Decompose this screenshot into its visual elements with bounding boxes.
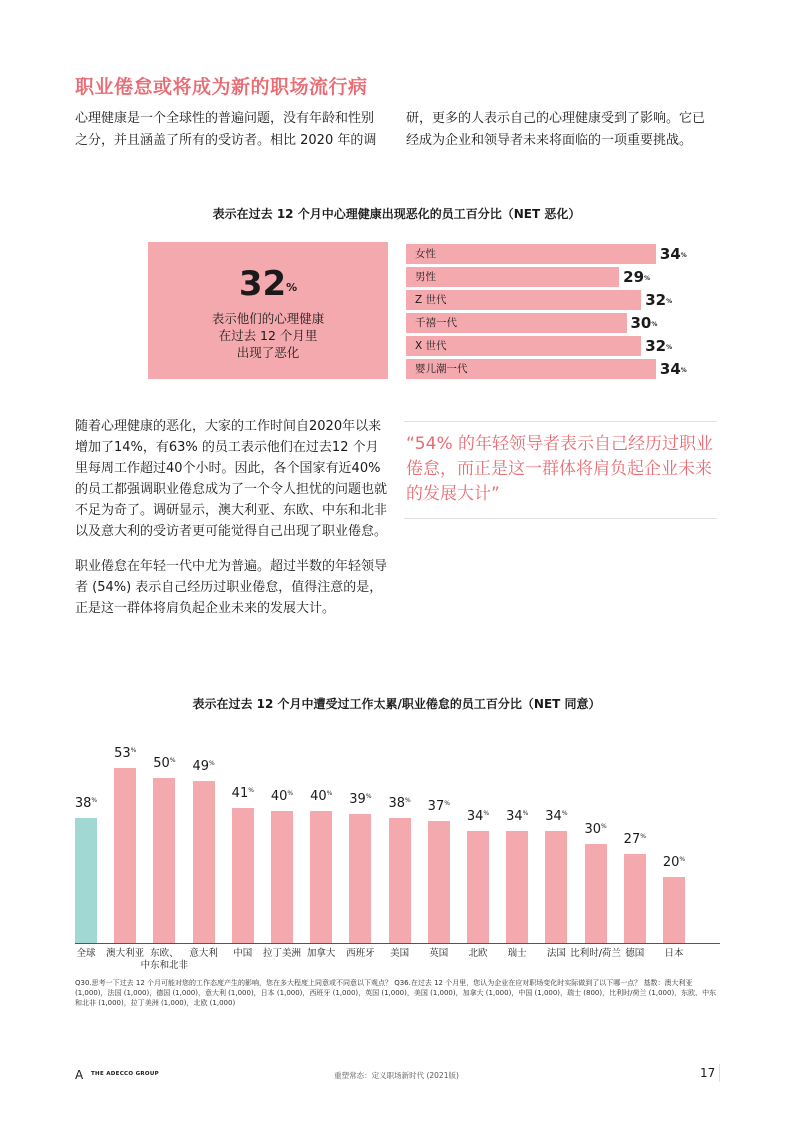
vbar-category-line: 中东和北非 xyxy=(140,960,189,971)
vbar-value-unit: % xyxy=(365,793,372,801)
vbar-category-label xyxy=(644,948,704,960)
vbar-category-line: 拉丁美洲 xyxy=(262,948,301,959)
hbar-value: 34% xyxy=(659,360,687,378)
vbar-value: 41% xyxy=(231,785,254,801)
body-paragraph-1: 随着心理健康的恶化，大家的工作时间自2020年以来增加了14%，有63% 的员工表示他们在过去12 个月里每周工作超过40个小时。因此，各个国家有近40%的员工都强调职业倦怠成为了一个令人担忧的问题也就不足为奇了。调研显示，澳大利亚、东欧、中东和北非以及意大利的受访者更可能觉得自己出现了职业倦怠。 xyxy=(75,419,388,539)
vbar-value-unit: % xyxy=(601,823,607,830)
vbar-value-unit: % xyxy=(679,856,686,863)
x-axis-line xyxy=(75,943,720,944)
vbar-value-unit: % xyxy=(169,757,176,764)
vbar-category-line: 美国 xyxy=(390,948,410,959)
vbar-category-line: 全球 xyxy=(76,948,96,959)
vbar xyxy=(585,844,607,943)
hbar-value: 32% xyxy=(645,337,673,355)
kpi-line-2: 在过去 12 个月里 xyxy=(218,328,318,343)
vbar-category-line: 比利时/荷兰 xyxy=(570,948,621,959)
vbar-value: 34% xyxy=(506,808,529,824)
hbar-label: 婴儿潮一代 xyxy=(415,363,468,375)
vbar-category-line: 加拿大 xyxy=(306,948,336,959)
vbar-value: 50% xyxy=(153,756,176,771)
vbar-value-unit: % xyxy=(405,796,411,804)
vbar-value-unit: % xyxy=(287,790,294,797)
vbar xyxy=(349,814,371,943)
vbar-value-unit: % xyxy=(483,809,490,817)
vbar-value-unit: % xyxy=(209,760,215,768)
vbar-value: 53% xyxy=(114,746,137,762)
vbar-value: 49% xyxy=(192,759,215,775)
vbar-category-line: 西班牙 xyxy=(346,948,375,959)
vbar xyxy=(193,781,215,943)
hbar xyxy=(406,244,656,264)
vbar xyxy=(75,818,97,943)
kpi-box xyxy=(148,242,388,379)
pull-quote: “54% 的年轻领导者表示自己经历过职业倦怠，而正是这一群体将肩负起企业未来的发展大计” xyxy=(406,434,713,504)
kpi-line-1: 表示他们的心理健康 xyxy=(211,311,325,326)
vbar xyxy=(389,818,411,943)
hbar-label: Z 世代 xyxy=(415,294,447,306)
vbar xyxy=(545,831,567,943)
hbar-value-unit: % xyxy=(644,275,651,282)
vbar-value-unit: % xyxy=(640,832,646,840)
quote-divider-top xyxy=(404,421,717,422)
vbar-value: 38% xyxy=(388,795,411,811)
vbar xyxy=(506,831,528,943)
hbar xyxy=(406,267,619,287)
vbar-value-unit: % xyxy=(522,809,529,817)
chart2-title: 表示在过去 12 个月中遭受过工作太累/职业倦怠的员工百分比（NET 同意） xyxy=(192,697,601,711)
footer-brand: THE ADECCO GROUP xyxy=(91,1071,159,1077)
vbar-value: 27% xyxy=(623,831,646,847)
vbar-category-line: 意大利 xyxy=(189,948,218,959)
vbar-category-line: 中国 xyxy=(233,948,253,959)
vbar-value: 39% xyxy=(349,792,372,808)
vbar-value: 38% xyxy=(74,795,98,811)
kpi-line-3: 出现了恶化 xyxy=(236,345,300,360)
vbar-value: 37% xyxy=(427,798,450,814)
vbar xyxy=(114,768,136,943)
hbar-value-unit: % xyxy=(680,252,687,259)
hbar-value-unit: % xyxy=(666,344,673,351)
vbar-category-line: 德国 xyxy=(625,948,645,959)
vbar-value-unit: % xyxy=(248,786,254,794)
vbar-category-line: 英国 xyxy=(429,948,449,959)
kpi-value: 32% xyxy=(238,264,298,304)
vbar xyxy=(467,831,489,943)
vbar-value: 34% xyxy=(545,808,568,824)
quote-divider-bottom xyxy=(404,518,717,519)
vbar xyxy=(428,821,450,943)
vbar-value: 40% xyxy=(310,789,333,804)
vbar xyxy=(310,811,332,943)
vbar-value: 20% xyxy=(662,855,686,870)
page-title: 职业倦怠或将成为新的职场流行病 xyxy=(75,76,368,98)
footer-publication: 重塑常态：定义职场新时代 (2021版) xyxy=(334,1071,459,1080)
vbar xyxy=(663,877,685,943)
hbar-label: 女性 xyxy=(415,248,436,260)
vbar xyxy=(271,811,293,943)
vbar xyxy=(624,854,646,943)
vbar-value-unit: % xyxy=(130,747,137,755)
vbar xyxy=(232,808,254,943)
hbar-value: 32% xyxy=(645,291,673,309)
vbar-category-line: 法国 xyxy=(546,948,566,959)
intro-left: 心理健康是一个全球性的普遍问题，没有年龄和性别之分，并且涵盖了所有的受访者。相比 2020 年的调 xyxy=(75,111,377,148)
chart1-title: 表示在过去 12 个月中心理健康出现恶化的员工百分比（NET 恶化） xyxy=(212,207,581,221)
adecco-logo-icon: A xyxy=(75,1068,84,1082)
page-number: 17 xyxy=(700,1066,716,1080)
kpi-unit: % xyxy=(286,281,298,294)
vbar xyxy=(153,778,175,943)
hbar-value: 34% xyxy=(659,245,687,263)
vbar-value-unit: % xyxy=(326,790,333,797)
vbar-value-unit: % xyxy=(561,809,568,817)
hbar-label: 千禧一代 xyxy=(415,317,457,329)
hbar-value: 30% xyxy=(630,314,658,332)
vbar-category-line: 日本 xyxy=(664,948,684,959)
hbar-value: 29% xyxy=(623,268,651,286)
page-divider xyxy=(719,1064,720,1082)
vbar-value-unit: % xyxy=(91,796,98,804)
body-paragraph-2: 职业倦怠在年轻一代中尤为普遍。超过半数的年轻领导者 (54%) 表示自己经历过职业倦怠，值得注意的是，正是这一群体将肩负起企业未来的发展大计。 xyxy=(75,559,388,616)
hbar-label: X 世代 xyxy=(415,340,447,352)
hbar-value-unit: % xyxy=(651,321,658,328)
vbar-value: 30% xyxy=(584,822,607,837)
vbar-value: 34% xyxy=(466,808,490,824)
hbar-value-unit: % xyxy=(666,298,673,305)
vbar-category-line: 澳大利亚 xyxy=(106,948,145,959)
hbar-value-unit: % xyxy=(680,367,687,374)
vbar-value: 40% xyxy=(270,789,294,804)
vbar-category-line: 东欧、 xyxy=(150,948,179,959)
hbar-label: 男性 xyxy=(415,271,436,283)
vbar-category-line: 北欧 xyxy=(468,948,488,959)
vbar-category-line: 瑞士 xyxy=(507,948,527,959)
footnote: Q30.思考一下过去 12 个月可能对您的工作态度产生的影响，您在多大程度上同意或不同意以下观点？ Q36.在过去 12 个月里，您认为企业在应对职场变化时实际做到了以下哪一点？ 基数：澳大利亚 (1,000)，法国 (1,000)，德国 (1,000)，意大利 (1,000)，日本 (1,000)，西班牙 (1,000)，英国 (1,000)，美国 (1,000)，加拿大 (1,000)，中国 (1,000)，瑞士 (800)，比利时/荷兰 (1,000)，东欧、中东和北非 (1,000)，拉丁美洲 (1,000)，北欧 (1,000) xyxy=(75,979,717,1007)
vbar-value-unit: % xyxy=(444,799,450,807)
intro-right: 研，更多的人表示自己的心理健康受到了影响。它已经成为企业和领导者未来将面临的一项重要挑战。 xyxy=(406,111,706,148)
